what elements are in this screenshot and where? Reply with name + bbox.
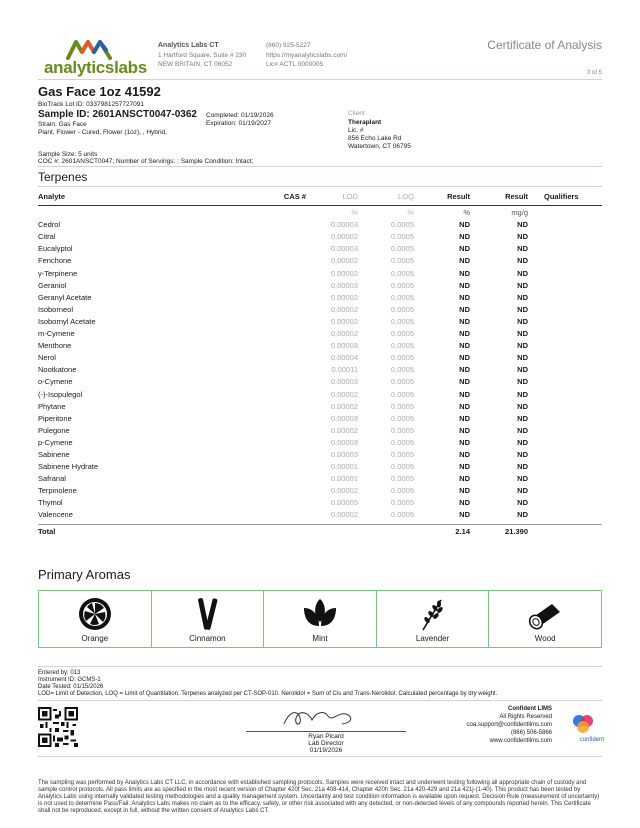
result-mgg-cell: ND (517, 401, 528, 411)
logo-wordmark: analyticslabs (44, 58, 147, 77)
result-mgg-cell: ND (517, 232, 528, 242)
instrument-id: Instrument ID: GCMS-1 (38, 677, 101, 683)
analyticslabs-logo-mark (66, 36, 114, 60)
table-row (38, 486, 602, 498)
result-percent-cell: ND (459, 232, 470, 242)
result-mgg-cell: ND (517, 449, 528, 459)
page-number: 3 of 5 (586, 70, 602, 76)
analyte-cell: Safranal (38, 474, 66, 484)
analyte-cell: p-Cymene (38, 437, 73, 447)
total-label: Total (38, 526, 56, 536)
entered-by: Entered by: 013 (38, 670, 81, 676)
result-percent-cell: ND (459, 220, 470, 230)
result-mgg-cell: ND (517, 316, 528, 326)
analyte-cell: Phytane (38, 401, 66, 411)
result-mgg-cell: ND (517, 268, 528, 278)
result-mgg-cell: ND (517, 256, 528, 266)
result-mgg-cell: ND (517, 462, 528, 472)
loq-cell: 0.0005 (391, 256, 414, 266)
result-percent-cell: ND (459, 292, 470, 302)
lod-cell: 0.00001 (330, 474, 358, 484)
lod-cell: 0.00002 (330, 304, 358, 314)
confident-email[interactable]: coa.support@confidentlims.com (466, 722, 552, 728)
result-mgg-cell: ND (517, 244, 528, 254)
header-analyte: Analyte (38, 192, 66, 201)
lod-cell: 0.00003 (330, 280, 358, 290)
result-mgg-cell: ND (517, 413, 528, 423)
analyte-cell: Fenchone (38, 256, 72, 266)
lod-cell: 0.00002 (330, 401, 358, 411)
confident-name: Confident LIMS (508, 706, 552, 712)
result-percent-cell: ND (459, 316, 470, 326)
lod-cell: 0.00005 (330, 498, 358, 508)
lod-cell: 0.00003 (330, 377, 358, 387)
loq-cell: 0.0005 (391, 280, 414, 290)
result-mgg-cell: ND (517, 486, 528, 496)
loq-cell: 0.0005 (391, 389, 414, 399)
aroma-cinnamon (152, 591, 265, 647)
lab-address-line1: 1 Hartford Square, Suite # 230 (158, 52, 247, 59)
result-mgg-cell: ND (517, 304, 528, 314)
lod-cell: 0.00002 (330, 232, 358, 242)
table-row (38, 450, 602, 462)
lot-id: BioTrack Lot ID: 0337981257727091 (38, 101, 145, 108)
result-mgg-cell: ND (517, 329, 528, 339)
analyte-cell: (-)-Isopulegol (38, 389, 83, 399)
analyte-cell: Geranyl Acetate (38, 292, 92, 302)
client-label: Client (348, 110, 365, 117)
loq-cell: 0.0005 (391, 377, 414, 387)
lod-cell: 0.00003 (330, 449, 358, 459)
total-rule (38, 524, 602, 525)
result-mgg-cell: ND (517, 437, 528, 447)
loq-cell: 0.0005 (391, 341, 414, 351)
analyte-cell: Menthone (38, 341, 72, 351)
cinnamon-icon (189, 596, 225, 632)
header-rule (38, 205, 602, 206)
loq-cell: 0.0005 (391, 304, 414, 314)
analyte-cell: Nootkatone (38, 365, 77, 375)
loq-cell: 0.0005 (391, 449, 414, 459)
confident-rights: All Rights Reserved (499, 714, 552, 720)
loq-cell: 0.0005 (391, 413, 414, 423)
table-row (38, 353, 602, 365)
result-mgg-cell: ND (517, 389, 528, 399)
signature (280, 706, 360, 730)
aroma-wood (489, 591, 601, 647)
lod-cell: 0.00002 (330, 329, 358, 339)
analyte-cell: Valencene (38, 510, 73, 520)
aroma-label: Lavender (415, 634, 450, 643)
analyte-cell: Thymol (38, 498, 63, 508)
lod-cell: 0.00002 (330, 268, 358, 278)
table-row (38, 232, 602, 244)
result-mgg-cell: ND (517, 280, 528, 290)
table-row (38, 438, 602, 450)
total-result-percent: 2.14 (455, 526, 470, 536)
footer-divider (38, 700, 602, 701)
header-result-percent: Result (447, 192, 470, 201)
lod-cell: 0.00002 (330, 389, 358, 399)
confident-logo-icon (570, 713, 596, 735)
lod-cell: 0.00011 (331, 365, 358, 375)
lod-cell: 0.00002 (330, 486, 358, 496)
completed-date: Completed: 01/19/2026 (206, 112, 274, 119)
result-percent-cell: ND (459, 377, 470, 387)
result-percent-cell: ND (459, 365, 470, 375)
analyte-cell: m-Cymene (38, 329, 75, 339)
table-row (38, 402, 602, 414)
lab-address-line2: NEW BRITAIN, CT 06052 (158, 61, 233, 68)
result-percent-cell: ND (459, 353, 470, 363)
signed-date: 01/19/2026 (309, 747, 343, 754)
coc-info: COC #: 2601ANSCT0047; Number of Servings: ; Sample Condition: Intact; (38, 158, 254, 165)
lod-cell: 0.00002 (330, 425, 358, 435)
table-row (38, 365, 602, 377)
analyte-cell: Terpinolene (38, 486, 77, 496)
orange-icon (77, 596, 113, 632)
lod-cell: 0.00003 (330, 244, 358, 254)
result-percent-cell: ND (459, 341, 470, 351)
date-tested: Date Tested: 01/15/2026 (38, 684, 104, 690)
lab-license: Lic# ACTL.0000005 (266, 61, 324, 68)
table-row (38, 498, 602, 510)
qr-code[interactable] (38, 707, 78, 747)
strain: Strain: Gas Face (38, 121, 87, 128)
result-mgg-cell: ND (517, 510, 528, 520)
table-total-row (38, 527, 602, 539)
table-row (38, 293, 602, 305)
lavender-icon (415, 596, 451, 632)
loq-cell: 0.0005 (391, 365, 414, 375)
result-percent-cell: ND (459, 462, 470, 472)
result-mgg-cell: ND (517, 365, 528, 375)
loq-cell: 0.0005 (391, 244, 414, 254)
terpenes-title: Terpenes (38, 170, 88, 184)
result-percent-cell: ND (459, 268, 470, 278)
result-percent-cell: ND (459, 498, 470, 508)
lod-cell: 0.00002 (330, 256, 358, 266)
sample-title: Gas Face 1oz 41592 (38, 84, 161, 99)
loq-cell: 0.0005 (391, 474, 414, 484)
result-percent-cell: ND (459, 256, 470, 266)
table-row (38, 281, 602, 293)
result-percent-cell: ND (459, 280, 470, 290)
loq-cell: 0.0005 (391, 220, 414, 230)
table-row (38, 426, 602, 438)
client-address2: Watertown, CT 06795 (348, 143, 411, 150)
loq-cell: 0.0005 (391, 425, 414, 435)
section-divider (38, 166, 602, 167)
analyte-cell: Sabinene Hydrate (38, 462, 99, 472)
loq-cell: 0.0005 (391, 437, 414, 447)
section-divider (38, 186, 602, 187)
table-row (38, 317, 602, 329)
table-row (38, 341, 602, 353)
disclaimer: The sampling was performed by Analytics Labs CT LLC, in accordance with established sampling protocols. Samples were received intact and underwent testing following all appropriate chain of custody and sample control protocols. All pass limits are as specified in the most recent version of Chapter 420f Sec. 21a 408-414, Chapter 420h Sec. 21a 420-429 and 21a 421j-(1-40). This product has been tested by Analytics Labs using internally validated testing methodologies and a quality management system. Uncertainty and test condition information is available upon request. Decision Rule (measurement of uncertainty) is not used to determine Pass/Fail. Analytics Labs makes no claim as to the efficacy, safety, or other risk associated with any detected, or non-detected levels of any compounds reported herein. This Certificate shall not be reproduced, except in full, without the written consent of Analytics Labs CT. (38, 780, 600, 814)
lod-cell: 0.00001 (330, 462, 358, 472)
aroma-lavender (377, 591, 490, 647)
table-header-row (38, 192, 602, 204)
result-percent-cell: ND (459, 510, 470, 520)
confident-phone: (866) 506-5866 (510, 730, 552, 736)
loq-cell: 0.0005 (391, 498, 414, 508)
table-row (38, 329, 602, 341)
header-result-mgg: Result (505, 192, 528, 201)
unit-result-percent: % (463, 208, 470, 218)
unit-lod: % (351, 208, 358, 218)
result-percent-cell: ND (459, 304, 470, 314)
loq-cell: 0.0005 (391, 268, 414, 278)
header-loq: LOQ (398, 192, 414, 201)
loq-cell: 0.0005 (391, 401, 414, 411)
analyte-cell: Piperitone (38, 413, 72, 423)
analyte-cell: γ-Terpinene (38, 268, 78, 278)
client-license: Lic. # (348, 127, 364, 134)
confident-logo-text: confident (579, 737, 604, 743)
sample-id: Sample ID: 2601ANSCT0047-0362 (38, 109, 197, 120)
analyte-cell: Sabinene (38, 449, 70, 459)
table-row (38, 462, 602, 474)
expiration-date: Expiration: 01/19/2027 (206, 120, 272, 127)
header-qualifiers: Qualifiers (544, 192, 579, 201)
lod-cell: 0.00004 (330, 353, 358, 363)
document-title: Certificate of Analysis (487, 38, 602, 52)
lod-cell: 0.00002 (330, 510, 358, 520)
aroma-orange (39, 591, 152, 647)
result-mgg-cell: ND (517, 292, 528, 302)
result-mgg-cell: ND (517, 353, 528, 363)
loq-cell: 0.0005 (391, 353, 414, 363)
loq-cell: 0.0005 (391, 462, 414, 472)
result-mgg-cell: ND (517, 377, 528, 387)
loq-cell: 0.0005 (391, 510, 414, 520)
header-divider (38, 79, 602, 80)
header-lod: LOD (342, 192, 358, 201)
lod-cell: 0.00003 (330, 341, 358, 351)
result-percent-cell: ND (459, 389, 470, 399)
aroma-label: Wood (534, 634, 556, 643)
result-mgg-cell: ND (517, 220, 528, 230)
result-percent-cell: ND (459, 425, 470, 435)
analyte-cell: Isoborneol (38, 304, 74, 314)
result-percent-cell: ND (459, 329, 470, 339)
aroma-label: Mint (312, 634, 328, 643)
analyte-cell: Geraniol (38, 280, 67, 290)
lod-cell: 0.00002 (330, 292, 358, 302)
signature-line (246, 731, 406, 732)
aromas-title: Primary Aromas (38, 567, 131, 582)
loq-cell: 0.0005 (391, 486, 414, 496)
matrix: Plant, Flower - Cured, Flower (1oz), , Hybrid, (38, 129, 167, 136)
aroma-label: Orange (81, 634, 109, 643)
result-percent-cell: ND (459, 437, 470, 447)
signer-name: Ryan Picard (308, 733, 344, 740)
aroma-label: Cinnamon (189, 634, 226, 643)
mint-icon (302, 596, 338, 632)
table-row (38, 220, 602, 232)
analyte-cell: o-Cymene (38, 377, 73, 387)
signer-title: Lab Director (308, 740, 344, 747)
result-mgg-cell: ND (517, 498, 528, 508)
footer-divider (38, 756, 602, 757)
terpenes-table (38, 192, 602, 539)
client-name: Theraplant (348, 119, 382, 126)
result-percent-cell: ND (459, 244, 470, 254)
lod-cell: 0.00003 (330, 220, 358, 230)
analyte-cell: Citral (38, 232, 56, 242)
loq-cell: 0.0005 (391, 292, 414, 302)
unit-loq: % (407, 208, 414, 218)
table-row (38, 377, 602, 389)
aromas-panel (38, 590, 602, 648)
result-percent-cell: ND (459, 401, 470, 411)
analyte-cell: Cedrol (38, 220, 61, 230)
result-percent-cell: ND (459, 474, 470, 484)
result-percent-cell: ND (459, 449, 470, 459)
result-mgg-cell: ND (517, 474, 528, 484)
result-mgg-cell: ND (517, 341, 528, 351)
result-percent-cell: ND (459, 486, 470, 496)
analyte-cell: Pulegone (38, 425, 70, 435)
table-row (38, 305, 602, 317)
client-address1: 856 Echo Lake Rd (348, 135, 402, 142)
footnote: LOD= Limit of Detection, LOQ = Limit of Quantitation. Terpenes analyzed per CT-SOP-010. Nerolidol = Sum of Cis and Trans-Nerolidol. Calculated percentage by dry weight. (38, 691, 498, 697)
analyte-cell: Isobornyl Acetate (38, 316, 96, 326)
total-result-mgg: 21.390 (505, 526, 528, 536)
table-row (38, 510, 602, 522)
table-body (38, 220, 602, 522)
aroma-mint (264, 591, 377, 647)
confident-website[interactable]: www.confidentlims.com (489, 738, 552, 744)
table-row (38, 244, 602, 256)
wood-icon (526, 596, 564, 632)
lod-cell: 0.00003 (330, 413, 358, 423)
table-row (38, 414, 602, 426)
loq-cell: 0.0005 (391, 316, 414, 326)
lab-name: Analytics Labs CT (158, 42, 219, 49)
unit-result-mgg: mg/g (511, 208, 528, 218)
result-percent-cell: ND (459, 413, 470, 423)
table-units-row (38, 208, 602, 220)
analyte-cell: Eucalyptol (38, 244, 73, 254)
loq-cell: 0.0005 (391, 329, 414, 339)
lab-phone: (860) 925-5227 (266, 42, 311, 49)
lod-cell: 0.00002 (330, 316, 358, 326)
loq-cell: 0.0005 (391, 232, 414, 242)
lod-cell: 0.00003 (330, 437, 358, 447)
table-row (38, 256, 602, 268)
analyte-cell: Nerol (38, 353, 56, 363)
table-row (38, 474, 602, 486)
sample-size: Sample Size: 5 units (38, 151, 98, 158)
table-row (38, 390, 602, 402)
result-mgg-cell: ND (517, 425, 528, 435)
footer-divider (38, 666, 602, 667)
table-row (38, 269, 602, 281)
lab-website[interactable]: https://myanalyticslabs.com/ (266, 52, 348, 59)
header-cas: CAS # (283, 192, 306, 201)
